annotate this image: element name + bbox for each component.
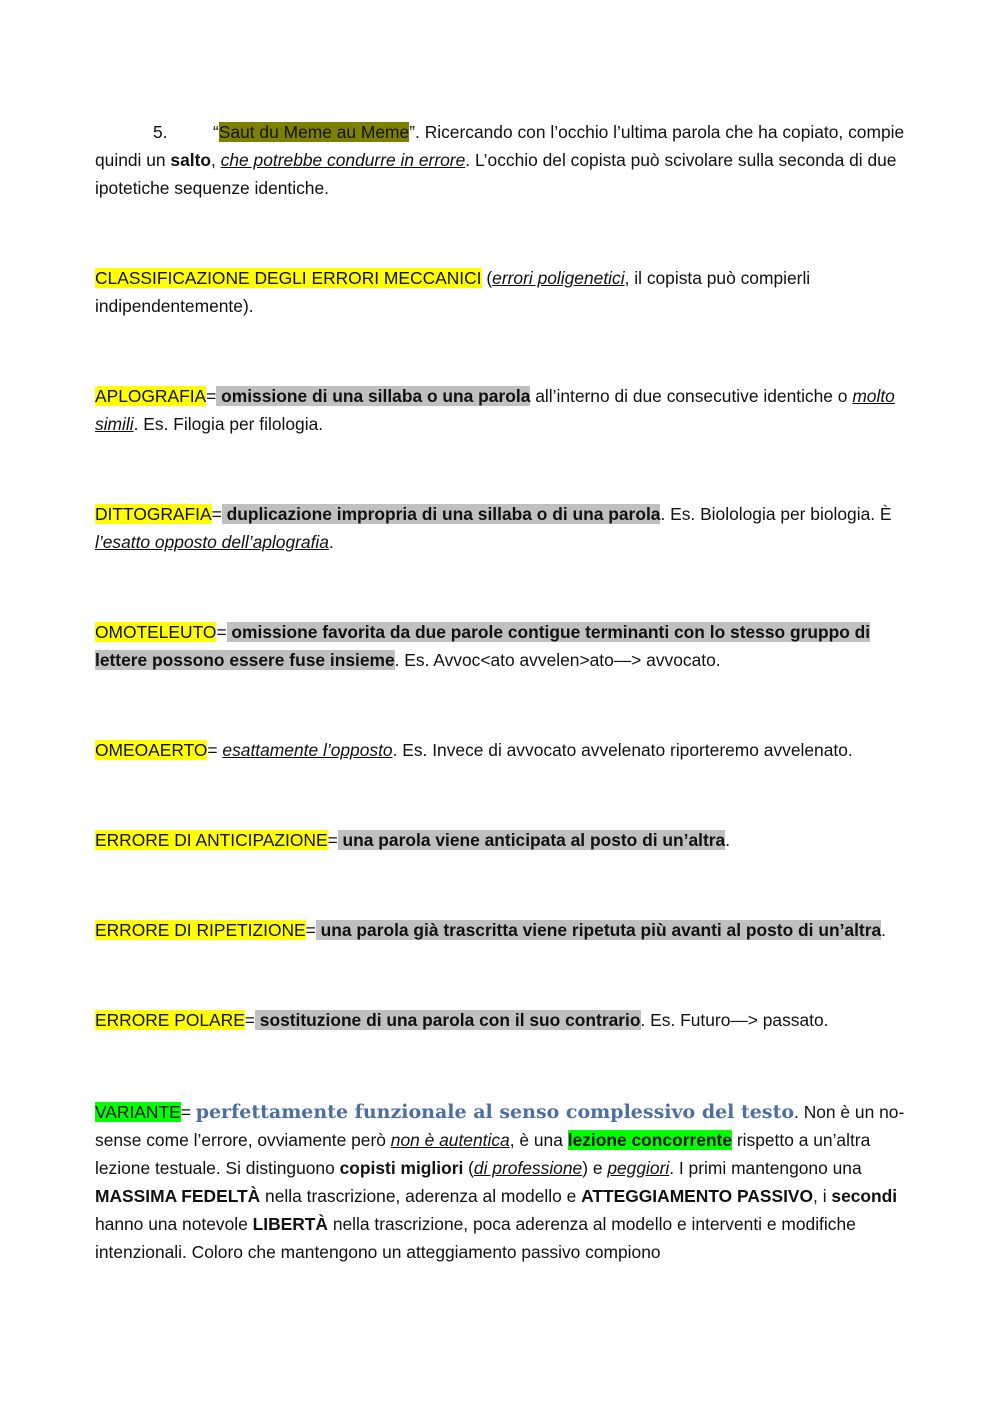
highlight-term: OMEOAERTO [95,740,208,760]
highlight-term: DITTOGRAFIA [95,504,212,524]
paragraph-classificazione: CLASSIFICAZIONE DEGLI ERRORI MECCANICI (errori poligenetici, il copista può compierli indipendentemente). [95,268,811,316]
bold-text: salto [170,150,212,170]
bold-text: secondi [831,1186,898,1206]
paragraph-omeoaerto: OMEOAERTO= esattamente l’opposto. Es. Invece di avvocato avvelenato riporteremo avvelenato. [95,740,853,760]
bold-text: MASSIMA FEDELTÀ [95,1186,261,1206]
italic-underlined-text: peggiori [607,1158,670,1178]
paragraph-variante: VARIANTE= perfettamente funzionale al senso complessivo del testo. Non è un no-sense come l’errore, ovviamente però non è autentica, è una lezione concorrente rispetto a un’altra lezione testuale. Si distinguono copisti migliori (di professione) e peggiori. I primi mantengono una MASSIMA FEDELTÀ nella trascrizione, aderenza al modello e ATTEGGIAMENTO PASSIVO, i secondi hanno una notevole LIBERTÀ nella trascrizione, poca aderenza al modello e interventi e modifiche intenzionali. Coloro che mantengono un atteggiamento passivo compiono [95,1101,905,1262]
green-highlight: lezione concorrente [567,1130,733,1150]
highlight-term: ERRORE DI ANTICIPAZIONE [95,830,328,850]
bold-text: LIBERTÀ [252,1214,328,1234]
italic-underlined-text: di professione [473,1158,583,1178]
italic-underlined-text: errori poligenetici [492,268,625,288]
definition-highlight: una parola viene anticipata al posto di un’altra [337,830,726,850]
paragraph-dittografia: DITTOGRAFIA= duplicazione impropria di una sillaba o di una parola. Es. Biolologia per biologia. È l’esatto opposto dell’aplografia. [95,504,892,552]
highlight-term: Saut du Meme au Meme [218,122,410,142]
definition-highlight: omissione favorita da due parole contigue terminanti con lo stesso gruppo di lettere possono essere fuse insieme [95,622,871,670]
paragraph-aplografia: APLOGRAFIA= omissione di una sillaba o una parola all’interno di due consecutive identiche o molto simili. Es. Filogia per filologia. [95,386,895,434]
italic-underlined-text: che potrebbe condurre in errore [220,150,466,170]
definition-highlight: omissione di una sillaba o una parola [216,386,531,406]
definition-highlight: sostituzione di una parola con il suo contrario [254,1010,641,1030]
paragraph-omoteleuto: OMOTELEUTO= omissione favorita da due parole contigue terminanti con lo stesso gruppo di lettere possono essere fuse insieme. Es. Avvoc<ato avvelen>ato—> avvocato. [95,622,871,670]
list-number: 5. [153,122,168,142]
italic-underlined-text: molto simili [95,386,895,434]
bold-text: copisti migliori [339,1158,464,1178]
definition-highlight: duplicazione impropria di una sillaba o di una parola [221,504,661,524]
italic-underlined-text: non è autentica [390,1130,510,1150]
paragraph-errore-anticipazione: ERRORE DI ANTICIPAZIONE= una parola viene anticipata al posto di un’altra. [95,830,731,850]
paragraph-saut-du-meme: 5. “Saut du Meme au Meme”. Ricercando con l’occhio l’ultima parola che ha copiato, compie quindi un salto, che potrebbe condurre in errore. L’occhio del copista può scivolare sulla seconda di due ipotetiche sequenze identiche. [95,118,905,202]
paragraph-errore-polare: ERRORE POLARE= sostituzione di una parola con il suo contrario. Es. Futuro—> passato. [95,1010,829,1030]
highlight-term: CLASSIFICAZIONE DEGLI ERRORI MECCANICI [95,268,482,288]
highlight-term: VARIANTE [95,1102,181,1122]
paragraph-errore-ripetizione: ERRORE DI RIPETIZIONE= una parola già trascritta viene ripetuta più avanti al posto di un’altra. [95,920,886,940]
italic-underlined-text: l’esatto opposto dell’aplografia [95,532,329,552]
definition-highlight: una parola già trascritta viene ripetuta più avanti al posto di un’altra [315,920,882,940]
highlight-term: ERRORE POLARE [95,1010,245,1030]
highlight-term: APLOGRAFIA [95,386,207,406]
highlight-term: ERRORE DI RIPETIZIONE [95,920,306,940]
italic-underlined-text: esattamente l’opposto [222,740,393,760]
emphasis-heading-text: perfettamente funzionale al senso complessivo del testo [195,1101,795,1123]
bold-text: ATTEGGIAMENTO PASSIVO [581,1186,814,1206]
highlight-term: OMOTELEUTO [95,622,217,642]
